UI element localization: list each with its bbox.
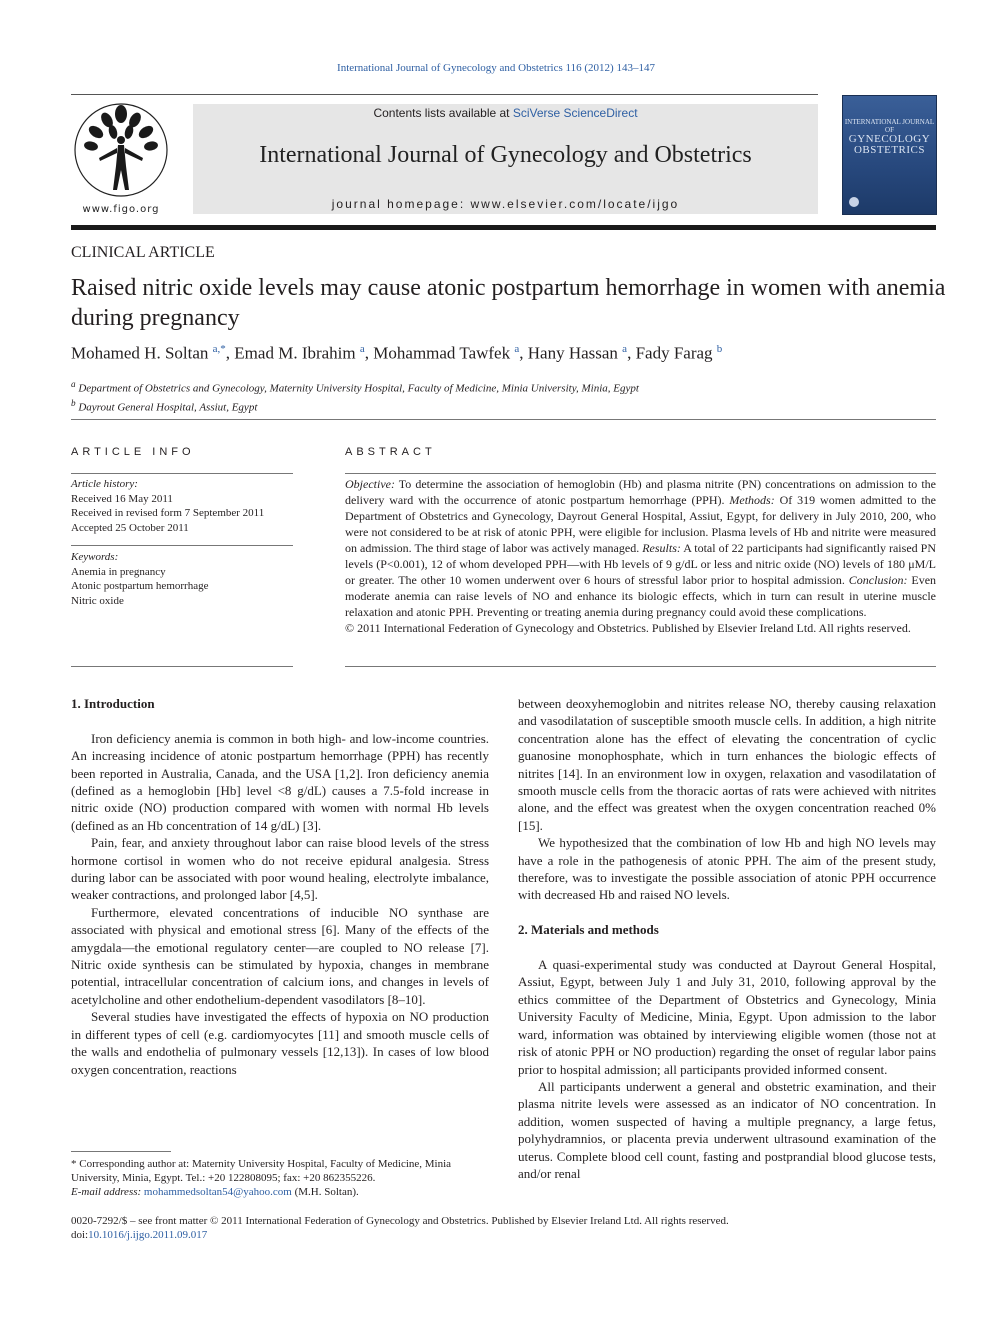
author-affiliation-mark[interactable]: b — [716, 343, 723, 355]
author-name: Mohamed H. Soltan — [71, 343, 209, 363]
journal-header-box — [193, 104, 818, 214]
journal-reference[interactable]: International Journal of Gynecology and Obstetrics 116 (2012) 143–147 — [337, 62, 655, 74]
journal-homepage[interactable]: journal homepage: www.elsevier.com/locate/ijgo — [331, 197, 680, 211]
logo-url: www.figo.org — [82, 204, 160, 215]
divider — [345, 666, 936, 667]
author-name: Emad M. Ibrahim — [234, 343, 356, 363]
cover-emblem-icon — [849, 197, 859, 207]
article-history: Article history: Received 16 May 2011 Received in revised form 7 September 2011 Accepted 25 October 2011 — [71, 477, 293, 535]
divider — [71, 473, 293, 474]
header-top-rule — [71, 94, 818, 95]
author-name: Fady Farag — [635, 343, 713, 363]
article-title: Raised nitric oxide levels may cause atonic postpartum hemorrhage in women with anemia during pregnancy — [71, 275, 946, 331]
email-link[interactable]: mohammedsoltan54@yahoo.com — [143, 1186, 292, 1198]
figo-logo — [71, 100, 171, 215]
footnote-rule — [71, 1151, 171, 1152]
revised-date: Received in revised form 7 September 2011 — [71, 507, 265, 519]
author-name: Hany Hassan — [527, 343, 618, 363]
body-column-right — [518, 695, 936, 1182]
author-affiliation-mark[interactable]: a — [359, 343, 365, 355]
received-date: Received 16 May 2011 — [71, 492, 173, 505]
sciencedirect-link[interactable]: SciVerse ScienceDirect — [512, 106, 638, 120]
cover-line3: OBSTETRICS — [853, 144, 925, 156]
divider — [71, 419, 936, 420]
affiliation-b: $^b$ Dayrout General Hospital, Assiut, Egypt — [71, 397, 258, 414]
divider — [71, 666, 293, 667]
paragraph: We hypothesized that the combination of low Hb and high NO levels may have a role in the pathogenesis of atonic PPH. The aim of the present study, therefore, was to investigate the possible association of atonic PPH occurrence with decreased Hb and raised NO levels. — [518, 835, 936, 903]
accepted-date: Accepted 25 October 2011 — [71, 521, 189, 534]
author-affiliation-mark[interactable]: a — [622, 343, 628, 355]
cover-line1: INTERNATIONAL JOURNAL OF — [844, 118, 935, 134]
paragraph: Iron deficiency anemia is common in both high- and low-income countries. An increasing incidence of atonic postpartum hemorrhage (PPH) has recently been reported in Australia, Canada, and the USA [1,2]. Iron deficiency anemia (defined as a hemoglobin [Hb] level <8 g/dL) causes a 7.5-fold increase in nitric oxide (NO) production compared with women with normal Hb levels (defined as an Hb concentration of 14 g/dL) [3]. — [71, 730, 489, 833]
author-affiliation-mark[interactable]: a,* — [212, 343, 226, 355]
author-list: Mohamed H. Soltan $^{a,*}$, Emad M. Ibrahim $^a$, Mohammad Tawfek $^a$, Hany Hassan $^a$, Fady Farag $^b$ — [71, 343, 723, 363]
affiliation-a: $^a$ Department of Obstetrics and Gynecology, Maternity University Hospital, Faculty of Medicine, Minia University, Minia, Egypt — [71, 379, 639, 395]
keyword: Anemia in pregnancy — [71, 565, 166, 578]
body-column-left — [71, 695, 489, 1078]
divider — [71, 545, 293, 546]
journal-title: International Journal of Gynecology and Obstetrics — [259, 142, 752, 168]
corresponding-author-footnote: * Corresponding author at: Maternity University Hospital, Faculty of Medicine, Minia University, Minia, Egypt. Tel.: +20 122808095; fax: +20 862355226. E-mail address: mohammedsoltan54@yahoo.com (M.H. Soltan). — [71, 1158, 452, 1198]
section-heading-introduction: 1. Introduction — [71, 696, 155, 711]
page-footer: 0020-7292/$ – see front matter © 2011 International Federation of Gynecology and Obstetrics. Published by Elsevier Ireland Ltd. All rights reserved. doi:10.1016/j.ijgo.2011.09.017 — [71, 1215, 729, 1241]
keywords: Keywords: Anemia in pregnancy Atonic postpartum hemorrhage Nitric oxide — [71, 550, 293, 608]
keyword: Atonic postpartum hemorrhage — [71, 580, 209, 592]
paragraph: A quasi-experimental study was conducted at Dayrout General Hospital, Assiut, Egypt, between July 1 and July 31, 2010, following approval by the ethics committee of the Department of Obstetrics and Gynecology, Minia University Faculty of Medicine, Minia, Egypt. Upon admission to the labor ward, information was obtained by interviewing eligible women (those not at risk of atonic PPH or NO production) regarding the onset of regular labor pains prior to hospital admission; all participants provided informed consent. — [518, 957, 936, 1077]
paragraph: Pain, fear, and anxiety throughout labor can raise blood levels of the stress hormone cortisol in women who do not receive epidural analgesia. Stress during labor can be associated with poor wound healing, electrolyte imbalance, weaker contractions, and prolonged labor [4,5]. — [71, 835, 489, 903]
article-category: CLINICAL ARTICLE — [71, 244, 215, 261]
divider — [345, 473, 936, 474]
paragraph: All participants underwent a general and obstetric examination, and their plasma nitrite levels were assessed as an indicator of NO concentration. In addition, women suspected of having a multiple pregnancy, a large fetus, polyhydramnios, or placenta previa underwent ultrasound examination of the uterus. Complete blood cell count, fasting and postprandial blood glucose tests, and/or renal — [518, 1078, 936, 1181]
keyword: Nitric oxide — [71, 594, 124, 607]
paragraph: Several studies have investigated the effects of hypoxia on NO production in different types of cell (e.g. cardiomyocytes [11] and smooth muscle cells of the walls and endothelia of pulmonary vessels [12,13]). In cases of low blood oxygen concentration, reactions — [71, 1009, 489, 1077]
author-name: Mohammad Tawfek — [373, 343, 511, 363]
abstract-text: Objective: To determine the association of hemoglobin (Hb) and plasma nitrite (PN) concentrations on admission to the delivery ward with the occurrence of atonic postpartum hemorrhage (PPH). Methods: Of 319 women admitted to the Department of Obstetrics and Gynecology, Dayrout General Hospital, Assiut, Egypt, for delivery in July 2010, 200, who were not considered to be at risk of atonic PPH, were eligible for inclusion. Plasma levels of Hb and nitrite were measured on admission. The third stage of labor was actively managed. Results: A total of 22 participants had significantly raised PN levels (P<0.001), 12 of whom developed PPH—with Hb levels of 9 g/dL or less and nitric oxide (NO) levels of 180 μM/L or greater. The other 10 women underwent over 6 hours of stressful labor prior to hospital admission. Conclusion: Even moderate anemia can raise levels of NO and enhance its biologic effects, which in turn can result in uterine muscle relaxation and atonic PPH. Preventing or treating anemia during pregnancy could avoid these complications. © 2011 International Federation of Gynecology and Obstetrics. Published by Elsevier Ireland Ltd. All rights reserved. — [345, 477, 937, 635]
tree-figure-icon — [71, 100, 171, 200]
copyright: © 2011 International Federation of Gynecology and Obstetrics. Published by Elsevier Ireland Ltd. All rights reserved. — [345, 621, 911, 635]
affiliations — [71, 377, 639, 414]
abstract-heading: ABSTRACT — [345, 446, 436, 458]
doi-link[interactable]: 10.1016/j.ijgo.2011.09.017 — [88, 1229, 208, 1241]
cover-line2: GYNECOLOGY — [848, 133, 931, 145]
paragraph: between deoxyhemoglobin and nitrites release NO, thereby causing relaxation and vasodilatation of susceptible smooth muscle cells. In addition, a high nitrite concentration alone has the effect of elevating the concentration of cyclic guanosine monophosphate, which in turn enhances the biologic effects of nitrites [14]. In an environment low in oxygen, relaxation and vasodilatation of smooth muscle cells from the thoracic aortas of rats were achieved with nitrites alone, and the effect was greatest when the oxygen concentration reached 0% [15]. — [518, 696, 936, 833]
contents-line: Contents lists available at SciVerse ScienceDirect — [373, 106, 638, 120]
paragraph: Furthermore, elevated concentrations of inducible NO synthase are associated with physical and emotional stress [6]. Many of the effects of the amygdala—the emotional regulatory center—are coupled to NO release [7]. Nitric oxide synthesis can be stimulated by hypoxia, changes in membrane potential, intracellular concentration of calcium ions, and changes in levels of acetylcholine and other endothelium-dependent vasodilators [8–10]. — [71, 904, 489, 1007]
author-affiliation-mark[interactable]: a — [514, 343, 520, 355]
article-info-heading: ARTICLE INFO — [71, 446, 195, 458]
section-heading-methods: 2. Materials and methods — [518, 922, 659, 938]
header-thick-rule — [71, 225, 936, 230]
journal-cover-thumbnail — [842, 95, 937, 215]
